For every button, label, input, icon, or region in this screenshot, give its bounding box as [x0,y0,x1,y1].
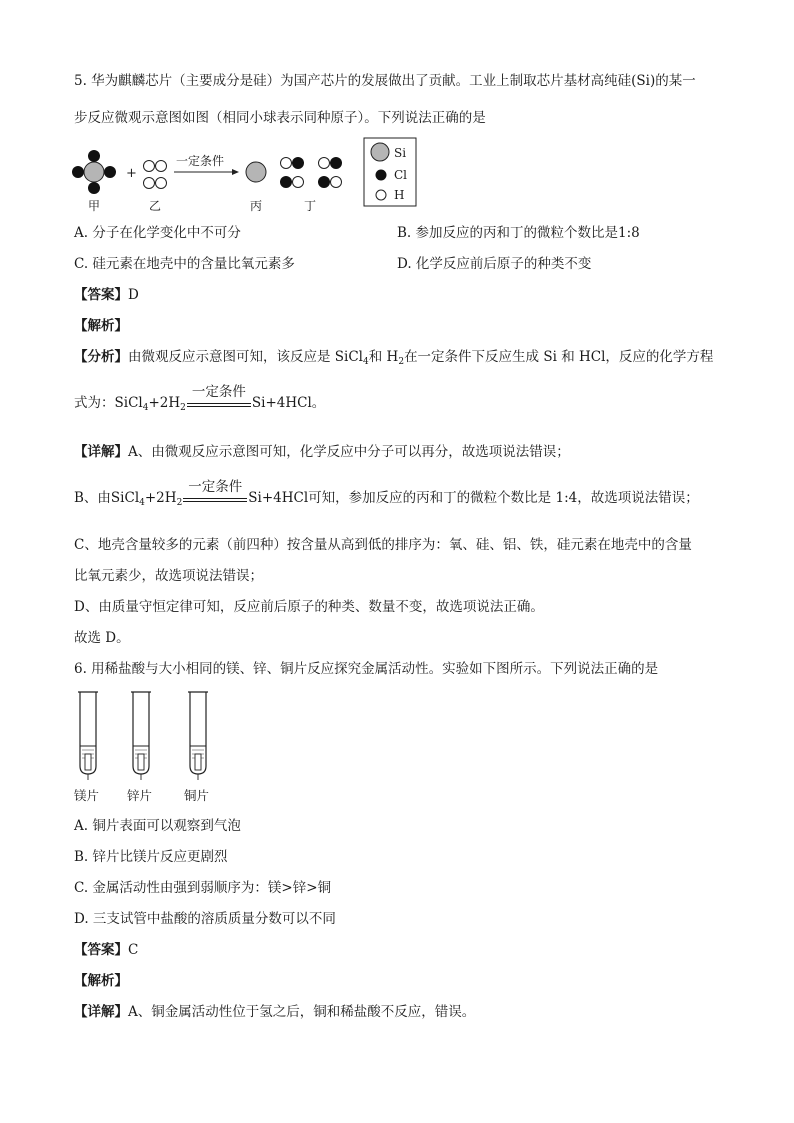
q5-equation: 式为：$SiCl_4+2H_2$ 一定条件 Si+4HCl。 [74,383,326,413]
tube-label-zn: 锌片 [127,788,153,803]
test-tube-zn-icon [131,692,151,774]
molecule-yi [144,161,167,189]
label-jia: 甲 [88,199,101,213]
legend-h: H [394,188,405,202]
q5-option-c: C. 硅元素在地壳中的含量比氧元素多 [74,256,295,272]
q6-option-a: A. 铜片表面可以观察到气泡 [74,818,241,834]
q5-detail-d: D、由质量守恒定律可知，反应前后原子的种类、数量不变，故选项说法正确。 [74,599,544,615]
q5-option-d: D. 化学反应前后原子的种类不变 [397,256,592,272]
q5-fenxi: 【分析】由微观反应示意图可知，该反应是 SiCl$_4$和 $H_2$在一定条件下反应生成 Si 和 HCl，反应的化学方程 [74,349,714,367]
label-yi: 乙 [149,199,162,213]
label-ding: 丁 [304,199,317,213]
q6-option-c: C. 金属活动性由强到弱顺序为：镁>锌>铜 [74,880,332,896]
q6-detail-a: 【详解】A、铜金属活动性位于氢之后，铜和稀盐酸不反应，错误。 [74,1004,476,1020]
tube-label-cu: 铜片 [184,788,210,803]
q5-detail-a: 【详解】A、由微观反应示意图可知，化学反应中分子可以再分，故选项说法错误； [74,444,570,460]
reaction-condition: 一定条件 [176,154,225,168]
q5-reaction-diagram [66,136,426,216]
q5-answer [74,286,139,304]
test-tube-mg-icon [78,692,98,774]
q5-option-a: A. 分子在化学变化中不可分 [74,225,241,241]
answer-value: D [128,287,139,303]
legend-si: Si [394,146,407,160]
equation-condition: 一定条件 [187,395,251,413]
equation-condition-b: 一定条件 [183,490,247,508]
molecule-jia [72,150,116,194]
q6-answer: 【答案】C [74,942,139,958]
reaction-arrow-icon [174,169,239,175]
tube-label-mg: 镁片 [74,788,100,803]
label-bing: 丙 [250,199,263,213]
q5-detail-b: B、由$SiCl_4+2H_2$ 一定条件 Si+4HCl可知，参加反应的丙和丁的微粒个数比是 1:4，故选项说法错误； [74,478,699,508]
q6-option-b: B. 锌片比镁片反应更剧烈 [74,849,228,865]
plus-sign: + [126,166,137,181]
q5-analysis-tag: 【解析】 [74,318,128,334]
q6-analysis-tag: 【解析】 [74,973,128,989]
molecule-ding [280,157,342,188]
answer-tag: 【答案】 [74,287,128,303]
q5-stem-line1: 5. 华为麒麟芯片（主要成分是硅）为国产芯片的发展做出了贡献。工业上制取芯片基材高纯硅(Si)的某一 [74,73,696,89]
molecule-bing [246,162,266,182]
q5-stem-line2: 步反应微观示意图如图（相同小球表示同种原子）。下列说法正确的是 [74,110,486,126]
q5-detail-c1: C、地壳含量较多的元素（前四种）按含量从高到低的排序为：氧、硅、铝、铁，硅元素在地壳中的含量 [74,537,692,553]
q5-conclusion: 故选 D。 [74,630,130,646]
q5-option-b: B. 参加反应的丙和丁的微粒个数比是1:8 [397,225,640,241]
q6-test-tubes [66,688,236,808]
test-tube-cu-icon [188,692,208,774]
q6-stem: 6. 用稀盐酸与大小相同的镁、锌、铜片反应探究金属活动性。实验如下图所示。下列说法正确的是 [74,661,659,677]
legend-cl: Cl [394,168,408,182]
q6-option-d: D. 三支试管中盐酸的溶质质量分数可以不同 [74,911,336,927]
q5-detail-c2: 比氧元素少，故选项说法错误； [74,568,263,584]
diagram-legend [364,138,416,206]
